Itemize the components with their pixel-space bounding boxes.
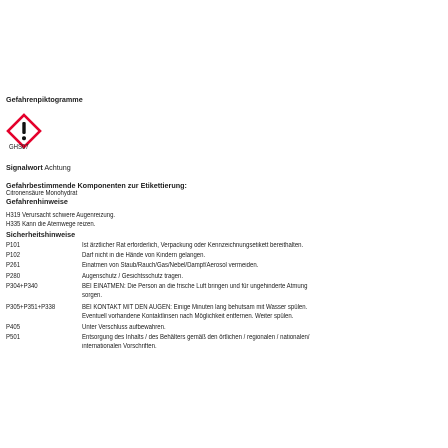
precaution-text-p304-p340-line2: sorgen.	[82, 292, 103, 299]
signal-word-label: Signalwort	[6, 163, 43, 172]
components-heading: Gefahrbestimmende Komponenten zur Etikettierung:	[6, 181, 187, 190]
precaution-text-p501-line1: Entsorgung des Inhalts / des Behälters gemäß den örtlichen / regionalen / nationalen/	[82, 334, 310, 341]
pictograms-heading: Gefahrenpiktogramme	[6, 95, 83, 104]
precaution-text-p405: Unter Verschluss aufbewahren.	[82, 324, 166, 331]
precaution-text-p101: Ist ärztlicher Rat erforderlich, Verpackung oder Kennzeichnungsetikett bereithalten.	[82, 242, 304, 249]
precaution-text-p305-line2: Eventuell vorhandene Kontaktlinsen nach Möglichkeit entfernen. Weiter spülen.	[82, 313, 294, 320]
precaution-code-p101: P101	[6, 242, 21, 249]
pictogram-code: GHS07	[9, 144, 29, 151]
hazard-statement-h319: H319 Verursacht schwere Augenreizung.	[6, 212, 116, 219]
precaution-code-p405: P405	[6, 324, 21, 331]
precaution-code-p501: P501	[6, 334, 21, 341]
precaution-text-p501-line2: internationalen Vorschriften.	[82, 343, 157, 350]
signal-word-value: Achtung	[44, 163, 71, 172]
precaution-code-p102: P102	[6, 252, 21, 259]
precaution-text-p305-line1: BEI KONTAKT MIT DEN AUGEN: Einige Minuten lang behutsam mit Wasser spülen.	[82, 304, 308, 311]
hazard-heading: Gefahrenhinweise	[6, 197, 68, 206]
precaution-heading: Sicherheitshinweise	[6, 230, 76, 239]
precaution-text-p102: Darf nicht in die Hände von Kindern gelangen.	[82, 252, 206, 259]
precaution-code-p280: P280	[6, 273, 21, 280]
component-name: Citronensäure Monohydrat	[6, 190, 78, 197]
precaution-text-p304-p340-line1: BEI EINATMEN: Die Person an die frische Luft bringen und für ungehinderte Atmung	[82, 283, 308, 290]
precaution-code-p261: P261	[6, 262, 21, 269]
precaution-code-p305-p351-p338: P305+P351+P338	[6, 304, 56, 311]
signal-word-row	[6, 164, 71, 172]
precaution-code-p304-p340: P304+P340	[6, 283, 38, 290]
hazard-statement-h335: H335 Kann die Atemwege reizen.	[6, 221, 96, 228]
precaution-text-p261: Einatmen von Staub/Rauch/Gas/Nebel/Dampf/Aerosol vermeiden.	[82, 262, 259, 269]
precaution-text-p280: Augenschutz / Gesichtsschutz tragen.	[82, 273, 184, 280]
